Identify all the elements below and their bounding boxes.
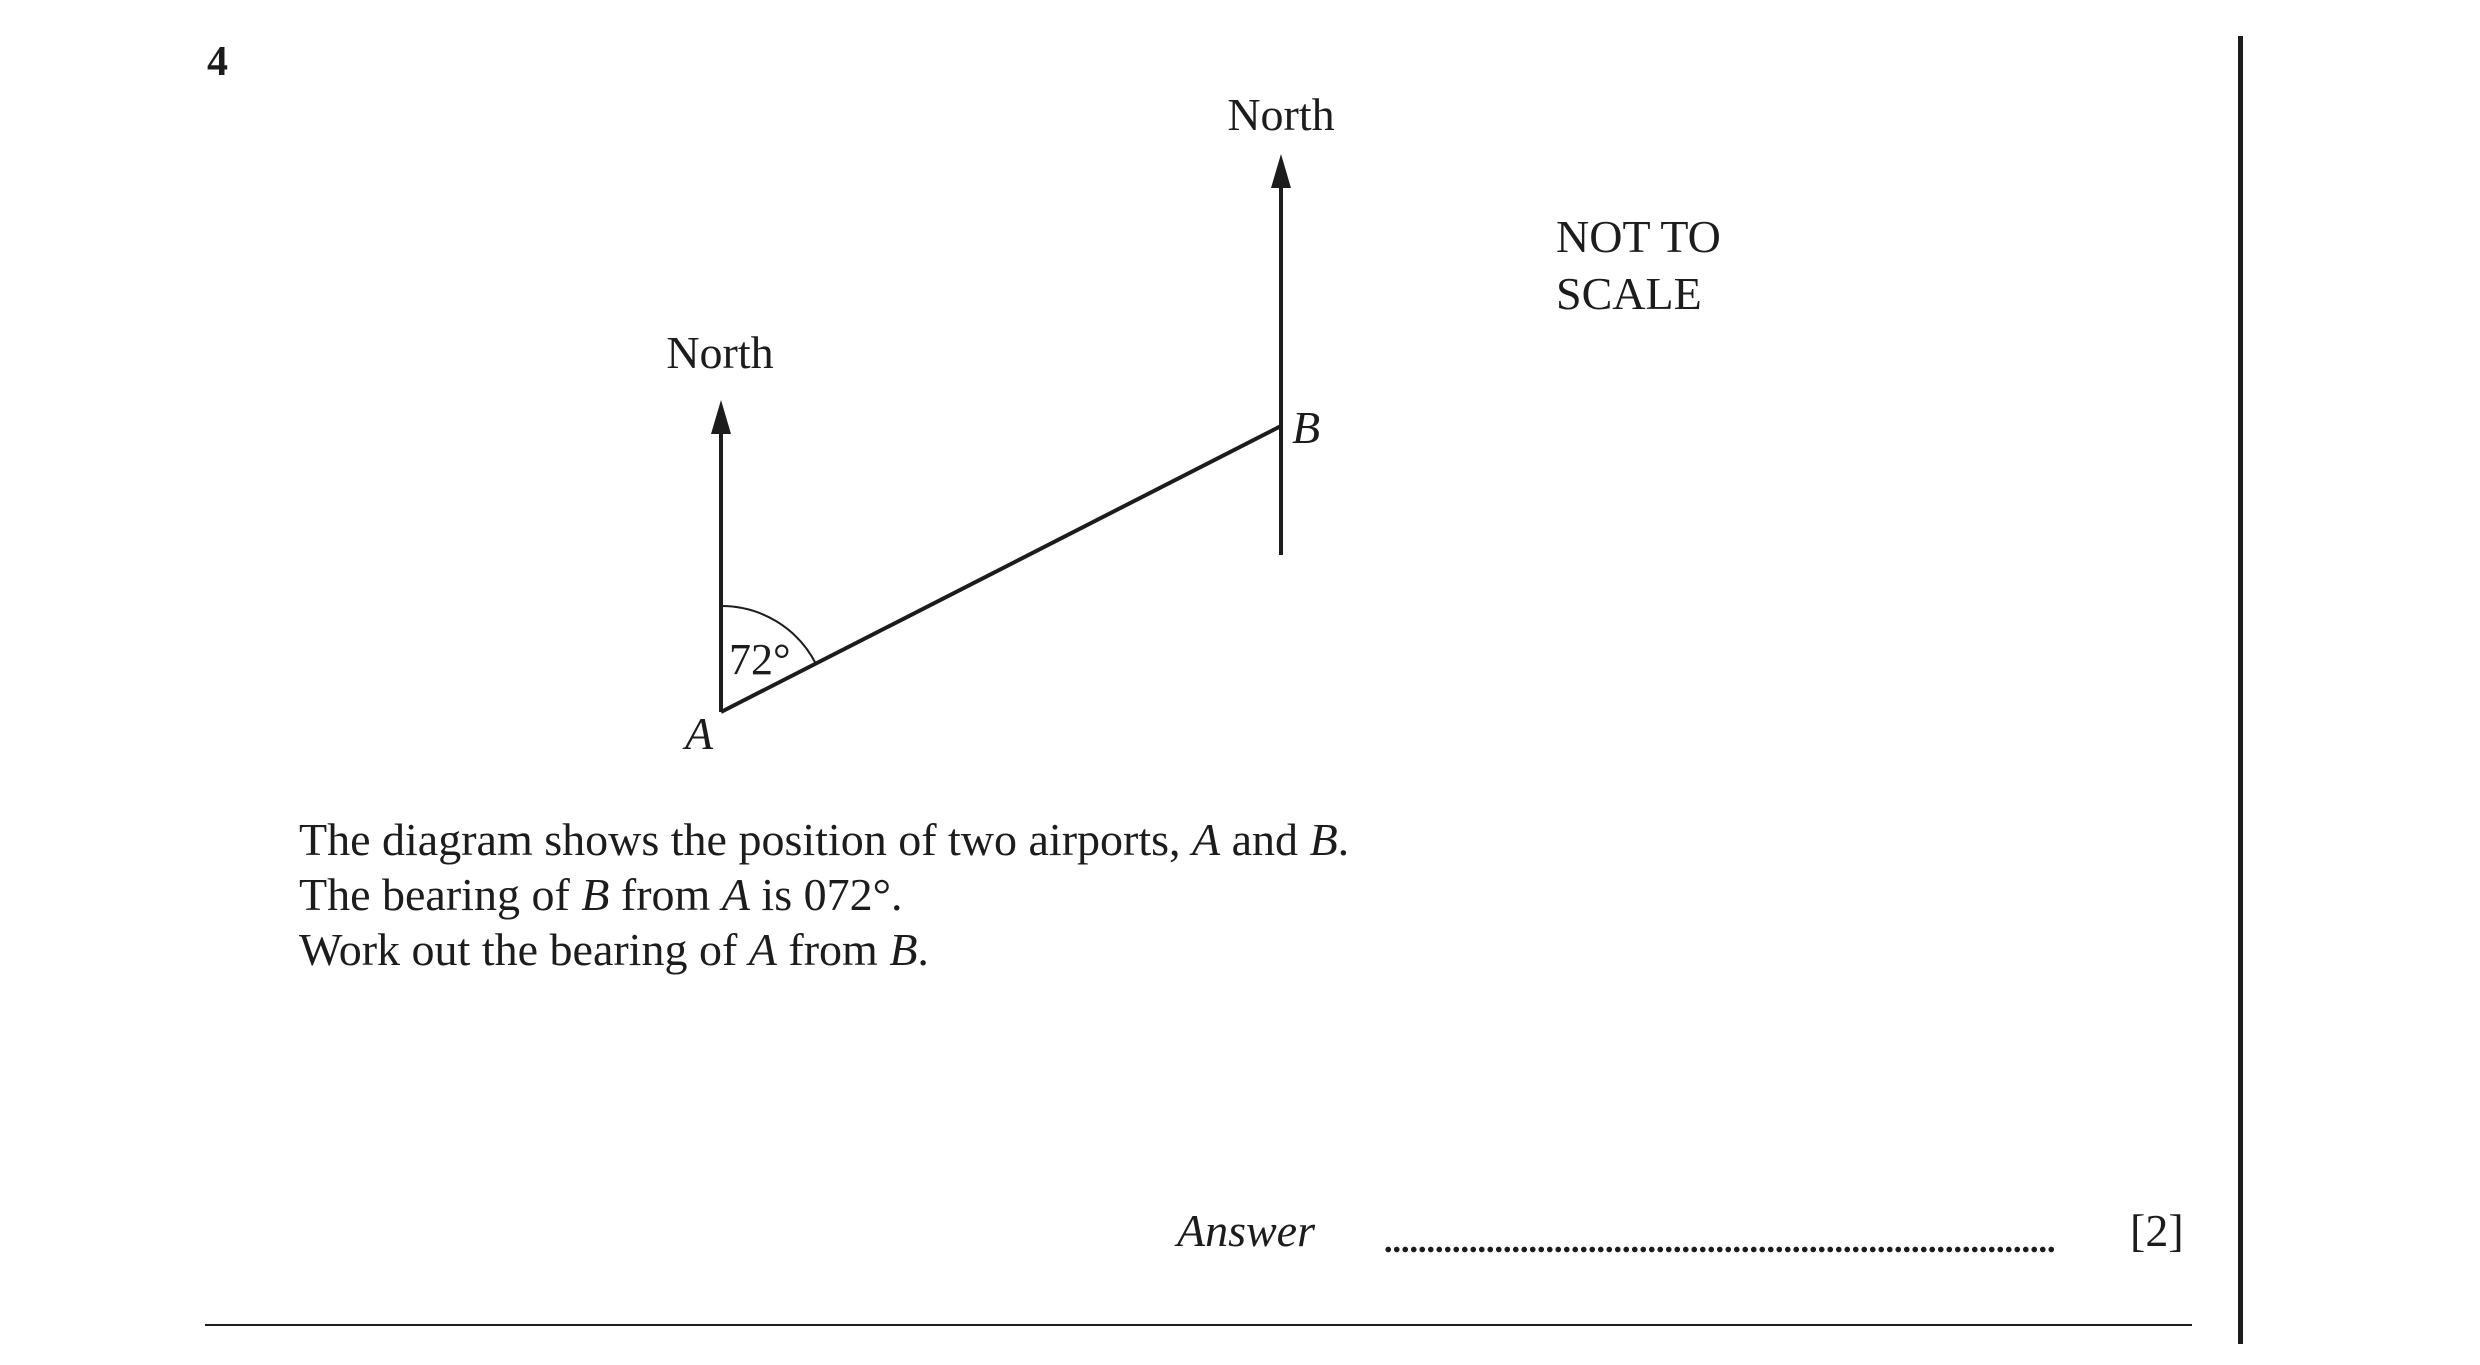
line1-b: B [1309,814,1338,865]
not-to-scale-line2: SCALE [1556,268,1702,319]
answer-label: Answer [1177,1205,1315,1256]
not-to-scale-line1: NOT TO [1556,211,1721,262]
question-text [299,812,1349,977]
line1-a: A [1192,814,1221,865]
line-a-to-b [721,426,1281,712]
line2-text1: The bearing of [299,869,582,920]
margin-rule [2238,36,2243,1344]
line1-text3: . [1337,814,1350,865]
line1-text2: and [1220,814,1310,865]
line3-text2: from [776,924,890,975]
north-arrow-a-icon [711,400,731,434]
answer-field[interactable] [1384,1246,2056,1253]
north-arrow-b-icon [1271,154,1291,188]
point-label-b: B [1292,402,1321,453]
line1-text1: The diagram shows the position of two airports, [299,814,1193,865]
question-number: 4 [207,39,228,85]
line2-text3: is 072°. [749,869,903,920]
line2-text2: from [609,869,722,920]
point-label-a: A [685,708,714,759]
question-line-3 [299,922,1349,977]
north-label-b: North [1227,89,1335,140]
line2-b: B [581,869,610,920]
marks-label: [2] [2130,1205,2184,1256]
not-to-scale-note [1556,208,1721,322]
line3-a: A [748,924,777,975]
line3-text1: Work out the bearing of [299,924,749,975]
line3-b: B [889,924,918,975]
north-label-a: North [666,327,774,378]
line2-a: A [721,869,750,920]
bottom-rule [205,1324,2192,1326]
question-line-1 [299,812,1349,867]
line3-text3: . [917,924,929,975]
question-line-2 [299,867,1349,922]
angle-label: 72° [729,635,791,684]
